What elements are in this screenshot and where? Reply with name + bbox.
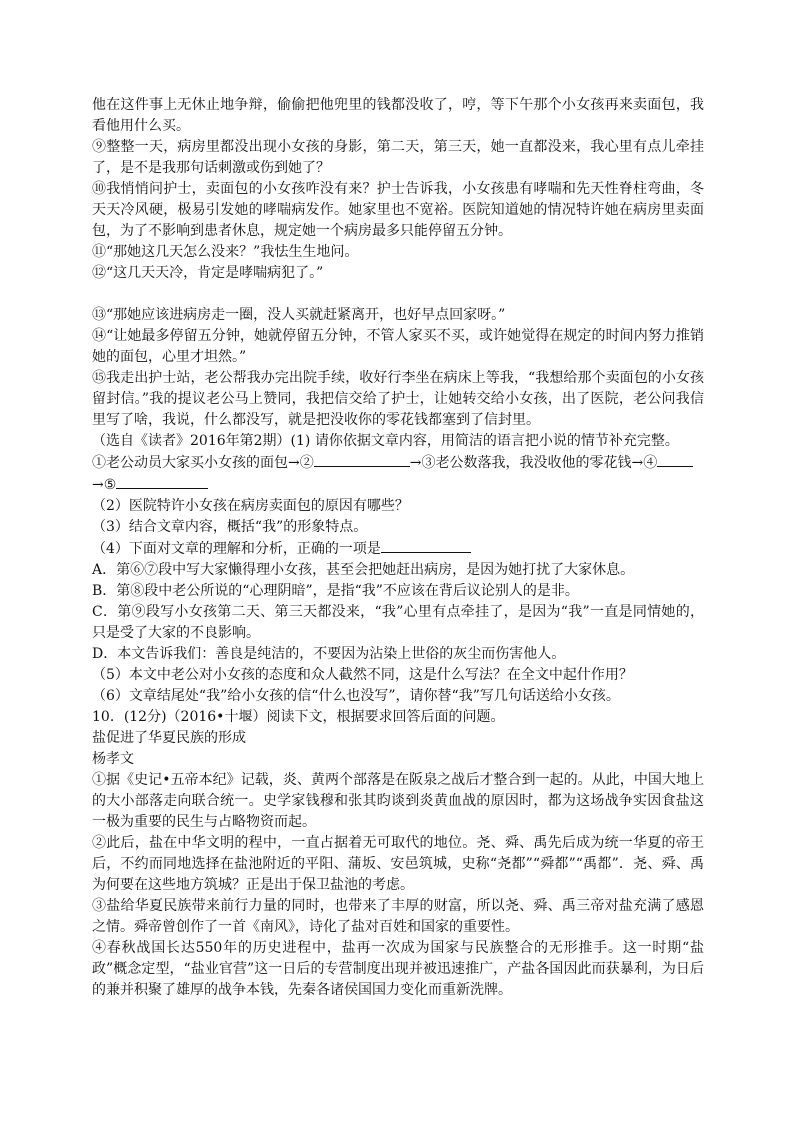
question-10-heading: 10．(12分)（2016•十堰）阅读下文，根据要求回答后面的问题。 (92, 709, 505, 725)
question-6: （6）文章结尾处“我”给小女孩的信“什么也没写”，请你替“我”写几句话送给小女孩。 (92, 688, 620, 704)
paragraph: ⑮我走出护士站，老公帮我办完出院手续，收好行李坐在病床上等我，“我想给那个卖面包的小女孩留封信。”我的提议老公马上赞同，我把信交给了护士，让她转交给小女孩，出了医院，老公问我信里写了啥，我说，什么都没写，就是把没收你的零花钱都塞到了信封里。 (92, 370, 704, 428)
paragraph: ④春秋战国长达550年的历史进程中，盐再一次成为国家与民族整合的无形推手。这一时期“盐政”概念定型，“盐业官营”这一日后的专营制度出现并被迅速推广，产盐各国因此而获暴利，为日后的兼并积聚了雄厚的战争本钱，先秦各诸侯国国力变化而重新洗牌。 (92, 940, 704, 998)
plot-part-3: →⑤ (92, 477, 117, 493)
paragraph: ⑫“这几天天冷，肯定是哮喘病犯了。” (92, 265, 324, 281)
plot-fill-in (92, 452, 704, 496)
option-a: A．第⑥⑦段中写大家懒得理小女孩，甚至会把她赶出病房，是因为她打扰了大家休息。 (92, 562, 635, 578)
question-5: （5）本文中老公对小女孩的态度和众人截然不同，这是什么写法？在全文中起什作用？ (92, 667, 633, 683)
question-3: （3）结合文章内容，概括“我”的形象特点。 (92, 519, 368, 535)
article-author: 杨孝文 (92, 751, 134, 767)
paragraph: ③盐给华夏民族带来前行力量的同时，也带来了丰厚的财富，所以尧、舜、禹三帝对盐充满了感恩之情。舜帝曾创作了一首《南风》，诗化了盐对百姓和国家的重要性。 (92, 898, 704, 935)
plot-part-1: ①老公动员大家买小女孩的面包→② (92, 455, 314, 471)
answer-blank-5 (116, 474, 208, 489)
option-c: C．第⑨段写小女孩第二天、第三天都没来，“我”心里有点牵挂了，是因为“我”一直是同情她的，只是受了大家的不良影响。 (92, 604, 704, 641)
paragraph: ⑪“那她这几天怎么没来？”我怯生生地问。 (92, 244, 359, 260)
paragraph: 他在这件事上无休止地争辩，偷偷把他兜里的钱都没收了，哼，等下午那个小女孩再来卖面包，我看他用什么买。 (92, 97, 704, 134)
question-1: （选自《读者》2016年第2期）(1) 请你依据文章内容，用简洁的语言把小说的情节补充完整。 (92, 433, 679, 449)
paragraph: ⑭“让她最多停留五分钟，她就停留五分钟，不管人家买不买，或许她觉得在规定的时间内努力推销她的面包，心里才坦然。” (92, 328, 704, 365)
question-2: （2）医院特许小女孩在病房卖面包的原因有哪些？ (92, 498, 409, 514)
blank-line (92, 284, 704, 305)
document-page (92, 95, 704, 1001)
paragraph: ⑬“那她应该进病房走一圈，没人买就赶紧离开，也好早点回家呀。” (92, 307, 506, 323)
paragraph: ②此后，盐在中华文明的程中，一直占据着无可取代的地位。尧、舜、禹先后成为统一华夏的帝王后，不约而同地选择在盐池附近的平阳、蒲坂、安邑筑城，史称“尧都”“舜都”“禹都”．尧、舜、禹为何要在这些地方筑城？正是出于保卫盐池的考虑。 (92, 835, 704, 893)
answer-blank-4 (657, 452, 693, 467)
paragraph: ①据《史记•五帝本纪》记载，炎、黄两个部落是在阪泉之战后才整合到一起的。从此，中国大地上的大小部落走向联合统一。史学家钱穆和张其昀谈到炎黄血战的原因时，都为这场战争实因食盐这一极为重要的民生与占略物资而起。 (92, 772, 704, 830)
answer-blank (381, 538, 471, 553)
question-4: （4）下面对文章的理解和分析，正确的一项是 (92, 538, 704, 560)
article-title: 盐促进了华夏民族的形成 (92, 730, 246, 746)
option-b: B．第⑧段中老公所说的“心理阴暗”，是指“我”不应该在背后议论别人的是非。 (92, 583, 579, 599)
plot-part-2: →③老公数落我，我没收他的零花钱→④ (409, 455, 658, 471)
option-d: D．本文告诉我们：善良是纯洁的，不要因为沾染上世俗的灰尘而伤害他人。 (92, 646, 566, 662)
paragraph: ⑩我悄悄问护士，卖面包的小女孩咋没有来？护士告诉我，小女孩患有哮喘和先天性脊柱弯曲，冬天天冷风硬，极易引发她的哮喘病发作。她家里也不宽裕。医院知道她的情况特许她在病房里卖面包，为了不影响到患者休息，规定她一个病房最多只能停留五分钟。 (92, 181, 704, 239)
paragraph: ⑨整整一天，病房里都没出现小女孩的身影，第二天，第三天，她一直都没来，我心里有点儿牵挂了，是不是我那句话刺激或伤到她了？ (92, 139, 704, 176)
answer-blank-2 (314, 452, 410, 467)
